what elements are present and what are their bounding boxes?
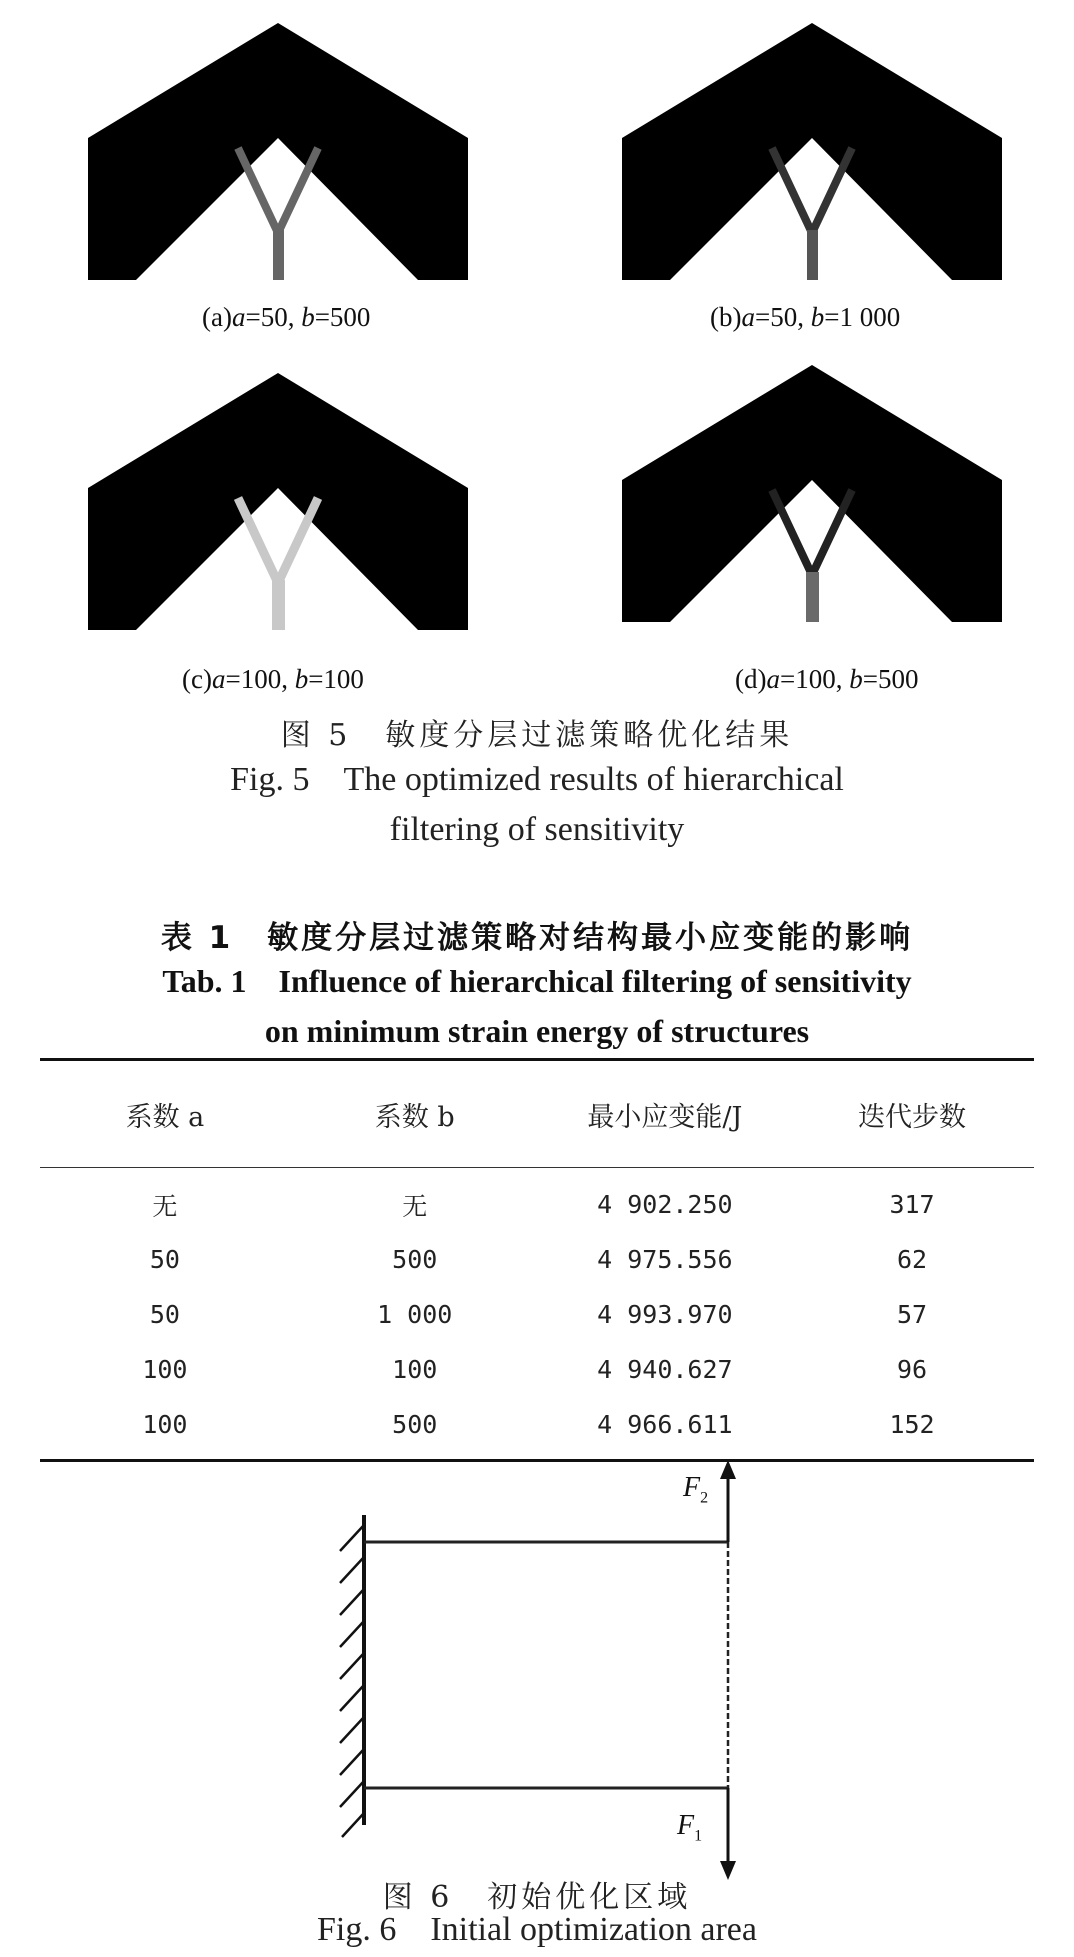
- figure5-subcaption-d: (d)a=100, b=500: [735, 664, 919, 694]
- cell-iterations: 62: [896, 1245, 928, 1274]
- header-coef-a: 系数 a: [125, 1101, 205, 1133]
- cell-coef-b: 无: [402, 1191, 428, 1221]
- table-row: [40, 1232, 1034, 1287]
- figure5-caption-en-line2: filtering of sensitivity: [389, 811, 685, 848]
- cell-energy: 4 993.970: [597, 1300, 733, 1329]
- figure5-subcaption-b: (b)a=50, b=1 000: [710, 302, 901, 332]
- cell-coef-b: 100: [392, 1355, 438, 1384]
- cell-coef-a: 50: [149, 1245, 180, 1274]
- table1: [40, 1058, 1034, 1462]
- figure6-caption-en: Fig. 6 Initial optimization area: [316, 1911, 757, 1948]
- figure5-panel-b: [622, 18, 1012, 280]
- table-header-row: [40, 1060, 1034, 1168]
- cell-iterations: 317: [889, 1190, 935, 1219]
- table-row: [40, 1397, 1034, 1461]
- table-row: [40, 1168, 1034, 1233]
- header-coef-b: 系数 b: [374, 1101, 455, 1133]
- cell-coef-b: 1 000: [377, 1300, 453, 1329]
- header-iterations: 迭代步数: [858, 1101, 967, 1133]
- cell-energy: 4 975.556: [597, 1245, 733, 1274]
- figure6-caption-zh: 图 6 初始优化区域: [382, 1880, 692, 1915]
- cell-coef-a: 50: [149, 1300, 180, 1329]
- cell-energy: 4 940.627: [597, 1355, 733, 1384]
- cell-coef-a: 100: [142, 1410, 188, 1439]
- figure5-subcaption-a: (a)a=50, b=500: [202, 302, 371, 332]
- cell-coef-b: 500: [392, 1410, 438, 1439]
- table1-title-zh: 表 1 敏度分层过滤策略对结构最小应变能的影响: [160, 920, 914, 956]
- table-row: [40, 1287, 1034, 1342]
- cell-energy: 4 966.611: [597, 1410, 733, 1439]
- cell-coef-b: 500: [392, 1245, 438, 1274]
- force-label-f1: $F_1$: [677, 1810, 703, 1845]
- cell-coef-a: 无: [152, 1191, 178, 1221]
- cell-iterations: 152: [889, 1410, 935, 1439]
- cell-iterations: 96: [896, 1355, 928, 1384]
- figure5-panel-a: [88, 18, 478, 280]
- table-row: [40, 1342, 1034, 1397]
- figure5-caption-zh: 图 5 敏度分层过滤策略优化结果: [280, 718, 794, 753]
- cell-energy: 4 902.250: [597, 1190, 733, 1219]
- cell-iterations: 57: [896, 1300, 928, 1329]
- figure5-panel-c: [88, 368, 478, 630]
- figure5-subcaption-c: (c)a=100, b=100: [182, 664, 364, 694]
- figure5-caption-en-line1: Fig. 5 The optimized results of hierarchical: [230, 761, 844, 798]
- cell-coef-a: 100: [142, 1355, 188, 1384]
- table1-title-en-line1: Tab. 1 Influence of hierarchical filtering of sensitivity: [162, 963, 912, 999]
- force-label-f2: $F_2$: [683, 1472, 709, 1507]
- header-min-strain-energy: 最小应变能/J: [587, 1101, 743, 1133]
- figure5-panel-d: [622, 360, 1012, 622]
- table1-title-en-line2: on minimum strain energy of structures: [264, 1013, 810, 1049]
